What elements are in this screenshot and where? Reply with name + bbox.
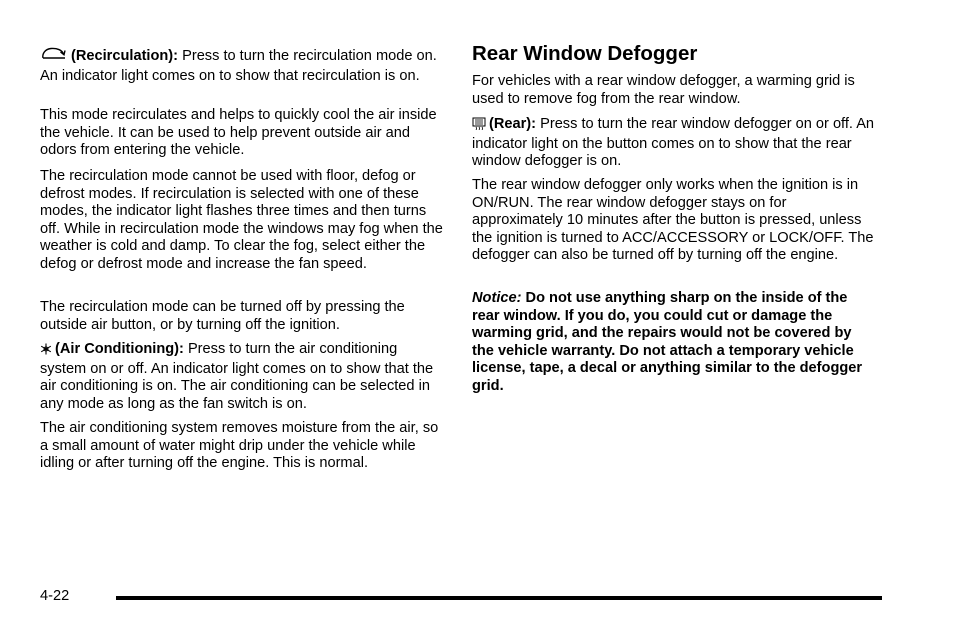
rear-defogger-paragraph [472,116,876,171]
notice-paragraph [472,290,876,395]
defogger-intro-paragraph: For vehicles with a rear window defogger, a warming grid is used to remove fog from the rear window. [472,73,855,107]
page-number: 4-22 [40,588,70,604]
section-heading: Rear Window Defogger [472,42,698,65]
recirculation-modes-paragraph: The recirculation mode cannot be used with floor, defog or defrost modes. If recirculation is selected with one of these modes, the indicator light flashes three times and then turns off. While in recirculation mode the windows may fog when the weather is cold and damp. To clear the fog, select either the defog or defrost mode and increase the fan speed. [40,168,443,272]
moisture-paragraph: The air conditioning system removes moisture from the air, so a small amount of water might drip under the vehicle while idling or after turning off the engine. This is normal. [40,420,439,471]
snowflake-icon [40,343,52,361]
air-conditioning-label: (Air Conditioning): [55,341,184,357]
air-conditioning-text: Press to turn the air conditioning system on or off. An indicator light comes on to show that the air conditioning is on. The air conditioning can be selected in any mode as long as the fan switch is on. [40,341,434,412]
rear-label: (Rear): [489,116,537,132]
recirculation-icon [40,46,68,68]
air-conditioning-paragraph [40,341,444,413]
recirculation-cooling-paragraph: This mode recirculates and helps to quickly cool the air inside the vehicle. It can be used to help prevent outside air and odors from entering the vehicle. [40,107,437,158]
recirculation-text: Press to turn the recirculation mode on. An indicator light comes on to show that recirculation is on. [40,48,437,84]
rear-text: Press to turn the rear window defogger on or off. An indicator light on the button comes on to show that the rear window defogger is on. [472,116,875,169]
notice-text: Do not use anything sharp on the inside of the rear window. If you do, you could cut or damage the warming grid, and the repairs would not be covered by the vehicle warranty. Do not attach a temporary vehicle license, tape, a decal or anything similar to the defogger grid. [472,290,863,394]
recirculation-label: (Recirculation): [71,48,179,64]
notice-label: Notice: [472,290,522,306]
footer-rule [116,596,882,600]
defogger-operation-paragraph: The rear window defogger only works when the ignition is in ON/RUN. The rear window defogger stays on for approximately 10 minutes after the button is pressed, unless the ignition is turned to ACC/ACCESSORY or LOCK/OFF. The defogger can also be turned off by turning off the engine. [472,177,874,263]
recirculation-paragraph [40,46,444,85]
rear-defogger-icon [472,117,486,136]
recirculation-off-paragraph: The recirculation mode can be turned off by pressing the outside air button, or by turning off the ignition. [40,299,405,333]
